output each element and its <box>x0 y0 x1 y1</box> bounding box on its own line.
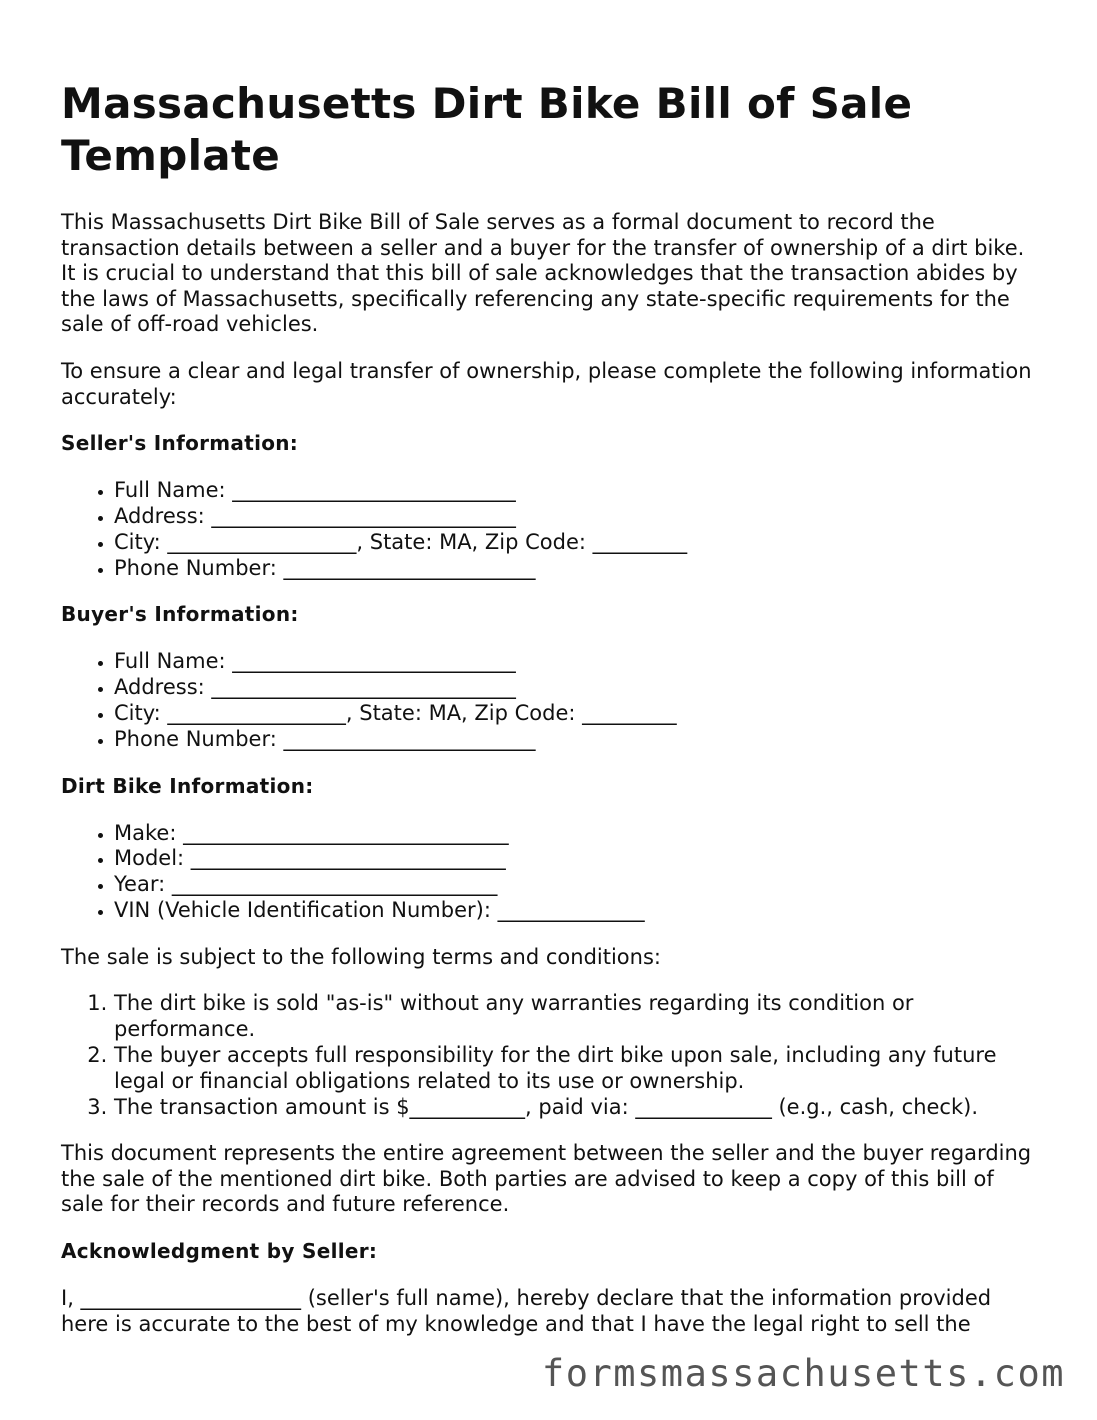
bike-make-field: • Make: _______________________________ <box>114 821 1041 847</box>
intro-paragraph: This Massachusetts Dirt Bike Bill of Sale serves as a formal document to record the transaction details between a seller and a buyer for the transfer of ownership of a dirt bike. It is crucial to understand that this bill of sale acknowledges that the transaction abides by the laws of Massachusetts, specifically referencing any state-specific requirements for the sale of off-road vehicles. <box>61 210 1025 337</box>
term-item: 1. The dirt bike is sold "as-is" without any warranties regarding its condition or performance. <box>114 991 1041 1043</box>
seller-phone-field: • Phone Number: ________________________ <box>114 556 1041 582</box>
term-item: 2. The buyer accepts full responsibility for the dirt bike upon sale, including any future legal or financial obligations related to its use or ownership. <box>114 1043 1041 1095</box>
seller-full-name-field: • Full Name: ___________________________ <box>114 478 1041 504</box>
site-watermark: formsmassachusetts.com <box>541 1352 1065 1395</box>
buyer-info-list <box>61 649 1041 752</box>
acknowledgment-paragraph: I, _____________________ (seller's full name), hereby declare that the information provided here is accurate to the best of my knowledge and that I have the legal right to sell the <box>61 1286 992 1336</box>
buyer-phone-field: • Phone Number: ________________________ <box>114 727 1041 753</box>
buyer-city-field: • City: _________________, State: MA, Zip Code: _________ <box>114 701 1041 727</box>
document-page <box>61 78 1041 1358</box>
bike-heading: Dirt Bike Information: <box>61 773 314 798</box>
seller-info-list <box>61 478 1041 581</box>
buyer-address-field: • Address: _____________________________ <box>114 675 1041 701</box>
seller-address-field: • Address: _____________________________ <box>114 504 1041 530</box>
bike-year-field: • Year: _______________________________ <box>114 872 1041 898</box>
agreement-paragraph: This document represents the entire agreement between the seller and the buyer regarding the sale of the mentioned dirt bike. Both parties are advised to keep a copy of this bill of sale for their records and future reference. <box>61 1141 1032 1217</box>
buyer-heading: Buyer's Information: <box>61 602 299 627</box>
document-title: Massachusetts Dirt Bike Bill of Sale Template <box>61 79 913 180</box>
term-item: 3. The transaction amount is $___________, paid via: _____________ (e.g., cash, check). <box>114 1095 1041 1121</box>
bike-model-field: • Model: ______________________________ <box>114 846 1041 872</box>
bike-info-list <box>61 821 1041 924</box>
bike-vin-field: • VIN (Vehicle Identification Number): ______________ <box>114 898 1041 924</box>
seller-heading: Seller's Information: <box>61 431 299 456</box>
instruction-paragraph: To ensure a clear and legal transfer of ownership, please complete the following information accurately: <box>61 358 1032 409</box>
terms-intro: The sale is subject to the following terms and conditions: <box>61 944 661 969</box>
buyer-full-name-field: • Full Name: ___________________________ <box>114 649 1041 675</box>
seller-city-field: • City: __________________, State: MA, Zip Code: _________ <box>114 530 1041 556</box>
terms-list <box>61 991 1041 1120</box>
acknowledgment-heading: Acknowledgment by Seller: <box>61 1239 378 1264</box>
